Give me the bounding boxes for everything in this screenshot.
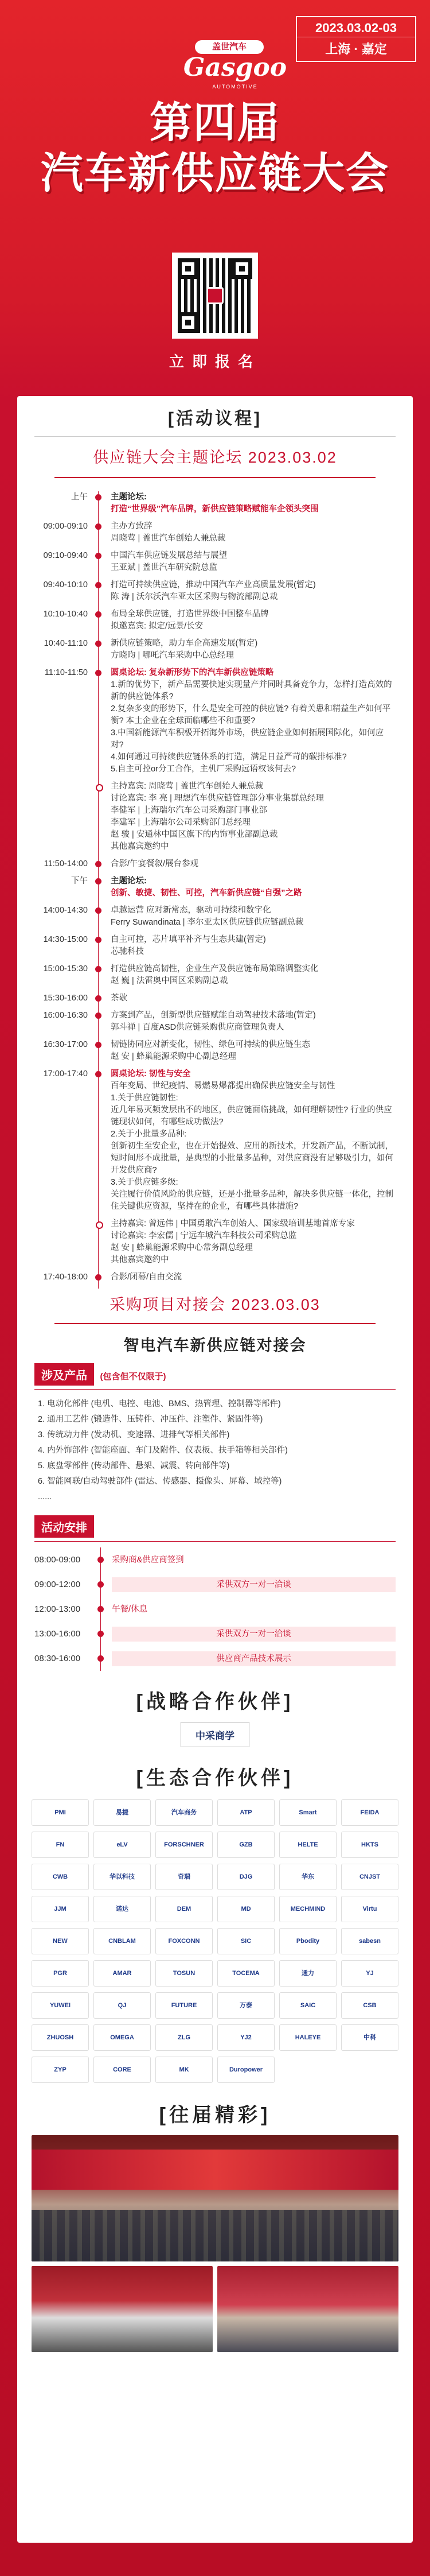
agenda-time: 17:40-18:00 — [43, 1273, 88, 1282]
eco-partner-grid — [32, 1799, 398, 2083]
agenda-line: 合影/午宴餐叙/展台参观 — [111, 859, 199, 868]
agenda-line: 主办方致辞 — [111, 522, 153, 531]
timeline-dot — [98, 934, 111, 963]
agenda-line: 中国汽车供应链发展总结与展望 — [111, 551, 227, 560]
timeline-dot — [98, 875, 111, 905]
agenda-line: 主题论坛: — [111, 876, 147, 886]
schedule-row — [34, 1597, 396, 1621]
gallery-photo — [32, 2135, 398, 2261]
agenda-line: 创新、敏捷、韧性、可控，汽车新供应链“自强”之路 — [111, 889, 302, 898]
agenda-line: 自主可控，芯片填平补齐与生态共建(暂定) — [111, 935, 266, 944]
partner-logo: SAIC — [279, 1992, 337, 2019]
timeline-dot — [100, 1646, 112, 1671]
qr-logo-icon — [206, 287, 224, 304]
schedule-row — [34, 1547, 396, 1572]
schedule-row — [34, 1646, 396, 1671]
agenda-line: 讨论嘉宾: 李 亮 | 理想汽车供应链管理部分事业集群总经理 — [111, 794, 324, 803]
agenda-row — [34, 905, 396, 934]
agenda-line: 1.新的优势下，新产品需要快速实现量产并同时具备竞争力，怎样打造高效的新的供应链体系? — [111, 680, 392, 701]
agenda-content — [111, 1068, 396, 1218]
agenda-time: 10:40-11:10 — [44, 639, 88, 648]
agenda-row — [34, 858, 396, 875]
timeline-dot — [98, 1068, 111, 1218]
partner-logo: YJ2 — [217, 2024, 275, 2051]
agenda-line: 卓越运营 应对新常态，驱动可持续和数字化 — [111, 906, 271, 915]
agenda-line: 主持嘉宾: 曾远伟 | 中国勇敢汽车创始人、国家级培训基地首席专家 — [111, 1219, 355, 1228]
schedule-row — [34, 1572, 396, 1597]
partner-logo: FOXCONN — [155, 1928, 213, 1954]
agenda-row — [34, 781, 396, 858]
partner-logo: 易捷 — [93, 1799, 151, 1826]
forum2-underline — [17, 1317, 413, 1327]
partner-logo: OMEGA — [93, 2024, 151, 2051]
product-item: 4. 内外饰部件 (智能座面、车门及附件、仪表板、扶手箱等相关部件) — [38, 1446, 288, 1455]
agenda-time: 10:10-10:40 — [43, 610, 88, 619]
agenda-content — [111, 638, 396, 667]
title-line-1: 第四届 — [150, 99, 280, 146]
timeline-dot — [100, 1621, 112, 1646]
agenda-row — [34, 550, 396, 579]
agenda-row — [34, 521, 396, 550]
partner-logo: MD — [217, 1896, 275, 1922]
partner-logo: ATP — [217, 1799, 275, 1826]
divider — [34, 1389, 396, 1390]
schedule-time: 08:00-09:00 — [34, 1555, 81, 1565]
agenda-row — [34, 1010, 396, 1039]
agenda-line: 李建军 | 上海瑞尔公司采购部门总经理 — [111, 818, 251, 827]
agenda-content — [111, 1271, 396, 1289]
agenda-row — [34, 934, 396, 963]
partner-logo: ZLG — [155, 2024, 213, 2051]
timeline-dot — [98, 608, 111, 638]
partner-logo: 诺达 — [93, 1896, 151, 1922]
products-header — [34, 1363, 396, 1386]
qr-eye — [178, 258, 198, 279]
agenda-row — [34, 638, 396, 667]
gallery-heading: [往届精彩] — [159, 2104, 271, 2126]
agenda-line: 芯驰科技 — [111, 947, 144, 956]
partner-logo: 中科 — [341, 2024, 398, 2051]
timeline-dot — [98, 781, 111, 858]
schedule-activity: 午餐/休息 — [112, 1604, 148, 1614]
products-tag: 涉及产品 — [34, 1363, 94, 1386]
partner-logo: QJ — [93, 1992, 151, 2019]
partner-logo: 万泰 — [217, 1992, 275, 2019]
partner-logo: CNJST — [341, 1864, 398, 1890]
event-date: 2023.03.02-03 — [297, 17, 415, 37]
agenda-line: 打造可持续供应链，推动中国汽车产业高质量发展(暂定) — [111, 580, 316, 589]
timeline-dot — [98, 905, 111, 934]
products-note: (包含但不仅限于) — [100, 1372, 166, 1382]
timeline-dot — [98, 1039, 111, 1068]
partner-logo: FUTURE — [155, 1992, 213, 2019]
agenda-time: 09:10-09:40 — [43, 551, 88, 560]
divider — [34, 1541, 396, 1542]
header — [0, 0, 430, 402]
schedule-time: 08:30-16:00 — [34, 1654, 81, 1663]
agenda-row — [34, 491, 396, 521]
agenda-line: 关注履行价值风险的供应链，还是小批量多品种，解决多供应链一体化，控制住关键供应资源，坚持在的企业，有哪些具体措施? — [111, 1190, 393, 1211]
agenda-row — [34, 1271, 396, 1289]
agenda-line: 其他嘉宾邀约中 — [111, 842, 169, 851]
agenda-line: 1.关于供应链韧性: — [111, 1093, 178, 1103]
products-list — [38, 1396, 396, 1505]
agenda-line: 郭斗禅 | 百度ASD供应链采购供应商管理负责人 — [111, 1023, 284, 1032]
product-item: 3. 传统动力件 (发动机、变速器、进排气等相关部件) — [38, 1430, 230, 1440]
timeline-dot — [98, 1271, 111, 1289]
agenda-line: 3.中国新能源汽车积极开拓海外市场，供应链企业如何拓展国际化，如何应对? — [111, 728, 384, 750]
agenda-time: 16:30-17:00 — [43, 1040, 88, 1049]
stage-screen — [32, 2150, 398, 2190]
product-item: 1. 电动化部件 (电机、电控、电池、BMS、热管理、控制器等部件) — [38, 1399, 281, 1409]
partner-logo: CNBLAM — [93, 1928, 151, 1954]
agenda-content — [111, 858, 396, 875]
timeline-dot — [98, 491, 111, 521]
timeline-dot — [100, 1597, 112, 1621]
partner-logo: ZHUOSH — [32, 2024, 89, 2051]
schedule-tag: 活动安排 — [34, 1515, 94, 1538]
agenda-time: 09:40-10:10 — [43, 580, 88, 589]
agenda-time: 17:00-17:40 — [43, 1069, 88, 1078]
schedule-time: 13:00-16:00 — [34, 1629, 81, 1639]
gasgoo-logo — [181, 40, 290, 92]
agenda-line: Ferry Suwandinata | 李尔亚太区供应链供应链副总裁 — [111, 918, 304, 927]
agenda-timeline — [34, 491, 396, 1289]
agenda-content — [111, 963, 396, 992]
timeline-dot — [98, 667, 111, 781]
agenda-time: 上午 — [71, 492, 88, 502]
partner-logo: sabesn — [341, 1928, 398, 1954]
partner-logo: PMI — [32, 1799, 89, 1826]
partner-logo: CORE — [93, 2057, 151, 2083]
qr-pattern — [178, 258, 252, 333]
agenda-line: 圆桌论坛: 复杂新形势下的汽车新供应链策略 — [111, 668, 274, 677]
timeline-dot — [98, 638, 111, 667]
forum2-title: 采购项目对接会 2023.03.03 — [110, 1296, 320, 1313]
agenda-time: 15:30-16:00 — [43, 994, 88, 1003]
content-panel — [17, 396, 413, 2543]
gallery-photo — [217, 2266, 398, 2352]
agenda-content — [111, 934, 396, 963]
agenda-content — [111, 667, 396, 781]
agenda-content — [111, 781, 396, 858]
agenda-line: 4.如何通过可持续供应链体系的打造，满足日益严苛的碳排标准? — [111, 752, 347, 762]
agenda-content — [111, 1039, 396, 1068]
agenda-line: 合影/闭幕/自由交流 — [111, 1273, 182, 1282]
agenda-content — [111, 608, 396, 638]
partner-logo: Duropower — [217, 2057, 275, 2083]
partner-logo: HELTE — [279, 1832, 337, 1858]
schedule-activity: 采供双方一对一洽谈 — [112, 1627, 396, 1642]
agenda-time: 14:30-15:00 — [43, 935, 88, 944]
timeline-dot — [98, 992, 111, 1010]
partner-logo: 华东 — [279, 1864, 337, 1890]
partner-logo: Smart — [279, 1799, 337, 1826]
strategic-heading: [战略合作伙伴] — [136, 1691, 294, 1713]
partner-logo: 通力 — [279, 1960, 337, 1987]
agenda-time: 14:00-14:30 — [43, 906, 88, 915]
partner-logo: Pbodity — [279, 1928, 337, 1954]
partner-logo: FN — [32, 1832, 89, 1858]
agenda-content — [111, 550, 396, 579]
agenda-line: 王亚斌 | 盖世汽车研究院总监 — [111, 563, 217, 572]
agenda-line: 近几年易灭频发层出不的地区，供应链面临挑战，如何理解韧性? 行业的供应链现状如何，有哪些成功做法? — [111, 1105, 392, 1127]
agenda-content — [111, 491, 396, 521]
agenda-time: 09:00-09:10 — [43, 522, 88, 531]
timeline-dot — [100, 1547, 112, 1572]
audience — [32, 2210, 398, 2261]
agenda-time: 下午 — [71, 876, 88, 886]
partner-logo: 奇瑞 — [155, 1864, 213, 1890]
timeline-dot — [100, 1572, 112, 1597]
agenda-row — [34, 608, 396, 638]
partner-logo: eLV — [93, 1832, 151, 1858]
agenda-line: 赵 安 | 蜂巢能源采购中心副总经理 — [111, 1052, 236, 1061]
schedule-activity: 采购商&供应商签到 — [112, 1555, 184, 1565]
forum2-subtitle: 智电汽车新供应链对接会 — [123, 1337, 307, 1354]
agenda-line: 方案到产品，创新型供应链赋能自动驾驶技术落地(暂定) — [111, 1011, 316, 1020]
partner-logo: FORSCHNER — [155, 1832, 213, 1858]
agenda-content — [111, 905, 396, 934]
product-item: ...... — [38, 1492, 52, 1502]
partner-logo: YUWEI — [32, 1992, 89, 2019]
schedule-activity: 采供双方一对一洽谈 — [112, 1577, 396, 1592]
agenda-line: 圆桌论坛: 韧性与安全 — [111, 1069, 191, 1078]
agenda-line: 布局全球供应链，打造世界级中国整车品牌 — [111, 610, 269, 619]
agenda-row — [34, 1068, 396, 1218]
register-qr-code[interactable] — [172, 253, 258, 339]
agenda-line: 方晓昀 | 哪吒汽车采购中心总经理 — [111, 651, 234, 660]
agenda-line: 李健军 | 上海瑞尔汽车公司采购部门事业部 — [111, 806, 267, 815]
bottom-strip — [0, 2543, 430, 2576]
logo-badge: 盖世汽车 — [195, 40, 264, 54]
schedule-list — [34, 1547, 396, 1671]
agenda-content — [111, 579, 396, 608]
agenda-row — [34, 667, 396, 781]
partner-logo: SIC — [217, 1928, 275, 1954]
agenda-time: 11:10-11:50 — [44, 668, 88, 677]
agenda-line: 赵 巍 | 法雷奥中国区采购副总裁 — [111, 976, 228, 986]
partner-logo: 华以科技 — [93, 1864, 151, 1890]
product-item: 5. 底盘零部件 (传动部件、悬架、减震、转向部件等) — [38, 1461, 230, 1471]
qr-eye — [178, 312, 198, 333]
agenda-line: 百年变局、世纪疫情、易燃易爆都提出确保供应链安全与韧性 — [111, 1081, 335, 1091]
partner-logo: Virtu — [341, 1896, 398, 1922]
partner-logo: YJ — [341, 1960, 398, 1987]
agenda-line: 韧链协同应对新变化，韧性、绿色可持续的供应链生态 — [111, 1040, 310, 1049]
partner-logo: GZB — [217, 1832, 275, 1858]
partner-logo: HKTS — [341, 1832, 398, 1858]
partner-logo: 汽车商务 — [155, 1799, 213, 1826]
agenda-line: 拟邀嘉宾: 拟定/远景/长安 — [111, 622, 204, 631]
partner-logo: CWB — [32, 1864, 89, 1890]
agenda-line: 陈 涛 | 沃尔沃汽车亚太区采购与物流部副总裁 — [111, 592, 278, 602]
divider — [34, 436, 396, 437]
event-location: 上海 · 嘉定 — [325, 42, 387, 56]
timeline-dot — [98, 550, 111, 579]
partner-logo: PGR — [32, 1960, 89, 1987]
event-date-box — [296, 16, 416, 62]
timeline-dot — [98, 1218, 111, 1271]
gallery — [32, 2135, 398, 2352]
main-title — [0, 98, 430, 199]
agenda-line: 新供应链策略，助力车企高速发展(暂定) — [111, 639, 258, 648]
timeline-dot — [98, 521, 111, 550]
agenda-time: 11:50-14:00 — [44, 859, 88, 868]
partner-logo: DEM — [155, 1896, 213, 1922]
partner-logo: CSB — [341, 1992, 398, 2019]
partner-logo: MK — [155, 2057, 213, 2083]
partner-logo: DJG — [217, 1864, 275, 1890]
schedule-time: 12:00-13:00 — [34, 1604, 81, 1614]
forum1-underline — [17, 471, 413, 481]
agenda-time — [34, 1218, 95, 1271]
agenda-line: 茶歇 — [111, 994, 127, 1003]
forum1-title: 供应链大会主题论坛 2023.03.02 — [93, 449, 337, 466]
schedule-row — [34, 1621, 396, 1646]
agenda-line: 打造“世界级”汽车品牌，新供应链策略赋能车企领头突围 — [111, 505, 319, 514]
agenda-line: 2.复杂多变的形势下，什么是安全可控的供应链? 有着关患和精益生产如何平衡? 本土企业在全球面临哪些不和重要? — [111, 704, 391, 726]
partner-logo: HALEYE — [279, 2024, 337, 2051]
partner-logo: ZYP — [32, 2057, 89, 2083]
product-item: 6. 智能网联/自动驾驶部件 (雷达、传感器、摄像头、屏幕、域控等) — [38, 1477, 282, 1486]
gallery-photo — [32, 2266, 213, 2352]
logo-subtext: AUTOMOTIVE — [212, 84, 258, 90]
schedule-time: 09:00-12:00 — [34, 1580, 81, 1589]
agenda-line: 讨论嘉宾: 李宏儒 | 宁远车城汽车科技公司采购总监 — [111, 1231, 297, 1240]
agenda-line: 其他嘉宾邀约中 — [111, 1255, 169, 1264]
partner-logo: TOCEMA — [217, 1960, 275, 1987]
agenda-content — [111, 1218, 396, 1271]
partner-logo: MECHMIND — [279, 1896, 337, 1922]
strategic-partner-logo: 中采商学 — [181, 1722, 249, 1747]
agenda-row — [34, 963, 396, 992]
agenda-time: 16:00-16:30 — [43, 1011, 88, 1020]
agenda-time — [34, 781, 95, 858]
agenda-line: 赵 安 | 蜂巢能源采购中心常务副总经理 — [111, 1243, 253, 1252]
agenda-content — [111, 992, 396, 1010]
partner-logo: FEIDA — [341, 1799, 398, 1826]
partner-logo: JJM — [32, 1896, 89, 1922]
title-line-2: 汽车新供应链大会 — [41, 149, 389, 197]
agenda-content — [111, 1010, 396, 1039]
agenda-content — [111, 521, 396, 550]
eco-heading: [生态合作伙伴] — [136, 1767, 294, 1789]
agenda-line: 3.关于供应链多级: — [111, 1178, 178, 1187]
partner-logo: AMAR — [93, 1960, 151, 1987]
qr-eye — [232, 258, 252, 279]
logo-text: Gasgoo — [183, 53, 287, 82]
agenda-row — [34, 1039, 396, 1068]
agenda-heading: [活动议程] — [168, 409, 262, 428]
register-label[interactable]: 立即报名 — [169, 353, 261, 370]
product-item: 2. 通用工艺件 (锻造件、压铸件、冲压件、注塑件、紧固件等) — [38, 1415, 263, 1424]
timeline-dot — [98, 1010, 111, 1039]
strategic-partner-wrap — [17, 1722, 413, 1747]
agenda-line: 打造供应链高韧性，企业生产及供应链布局策略调整实化 — [111, 964, 319, 973]
agenda-content — [111, 875, 396, 905]
timeline-dot — [98, 579, 111, 608]
agenda-row — [34, 579, 396, 608]
agenda-line: 赵 骏 | 安通林中国区旗下的内饰事业部副总裁 — [111, 830, 278, 839]
partner-logo: NEW — [32, 1928, 89, 1954]
gallery-row — [32, 2266, 398, 2352]
agenda-line: 创新初生至安企业，也在开始提效、应用的新技术，开发新产品，不断试制，短时间形不成批量，是典型的小批量多品种，对供应商没有足够吸引力，如何开发供应商? — [111, 1142, 393, 1175]
agenda-line: 主持嘉宾: 周晓莺 | 盖世汽车创始人兼总裁 — [111, 782, 264, 791]
agenda-row — [34, 875, 396, 905]
timeline-dot — [98, 963, 111, 992]
agenda-line: 5.自主可控or分工合作，主机厂采购远语权该何去? — [111, 765, 296, 774]
agenda-time: 15:00-15:30 — [43, 964, 88, 973]
agenda-row — [34, 1218, 396, 1271]
agenda-line: 主题论坛: — [111, 492, 147, 502]
timeline-dot — [98, 858, 111, 875]
schedule-activity: 供应商产品技术展示 — [112, 1651, 396, 1666]
agenda-line: 周晓莺 | 盖世汽车创始人兼总裁 — [111, 534, 226, 543]
partner-logo: TOSUN — [155, 1960, 213, 1987]
agenda-line: 2.关于小批量多品种: — [111, 1130, 187, 1139]
schedule-header — [34, 1515, 396, 1538]
agenda-row — [34, 992, 396, 1010]
